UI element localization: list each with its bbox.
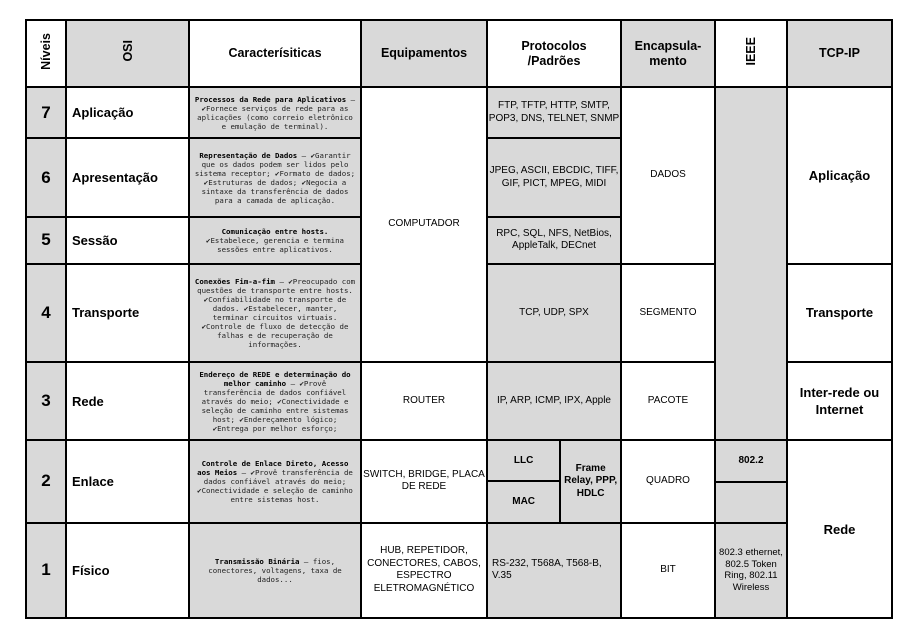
ieee-upper-empty [715,87,787,440]
tcpip-internet: Inter-rede ou Internet [787,362,892,440]
osi-layer-name: Sessão [66,217,189,264]
level-number: 5 [26,217,66,264]
equipment-computador: COMPUTADOR [361,87,487,362]
header-equipamentos: Equipamentos [361,20,487,87]
layer-characteristics: Endereço de REDE e determinação do melhor caminho – ✔Provê transferência de dados confiável através do meio; ✔Conectividade e seleção de caminho entre sistemas host; ✔Endereçamento lógico; ✔Entrega por melhor esforço; [189,362,361,440]
protocols-cell: TCP, UDP, SPX [487,264,621,362]
ieee-802-2: 802.2 [716,441,786,483]
osi-layer-name: Apresentação [66,138,189,216]
header-tcpip: TCP-IP [787,20,892,87]
layer-characteristics: Transmissão Binária – fios, conectores, voltagens, taxa de dados... [189,523,361,618]
level-number: 6 [26,138,66,216]
header-encapsulamento: Encapsula- mento [621,20,715,87]
header-caracteristicas: Caracterísiticas [189,20,361,87]
equipment-switch: SWITCH, BRIDGE, PLACA DE REDE [361,440,487,522]
osi-comparison-table [25,19,893,619]
protocols-cell: JPEG, ASCII, EBCDIC, TIFF, GIF, PICT, MPEG, MIDI [487,138,621,216]
encapsulation-dados: DADOS [621,87,715,264]
layer-characteristics: Conexões Fim-a-fim – ✔Preocupado com questões de transporte entre hosts. ✔Confiabilidade no transporte de dados. ✔Estabelecer, manter, terminar circuitos virtuais. ✔Controle de fluxo de detecção de falhas e de recuperação de informações. [189,264,361,362]
tcpip-transporte: Transporte [787,264,892,362]
equipment-router: ROUTER [361,362,487,440]
frame-relay-cell: Frame Relay, PPP, HDLC [560,441,620,521]
level-number: 4 [26,264,66,362]
protocols-cell: RPC, SQL, NFS, NetBios, AppleTalk, DECnet [487,217,621,264]
equipment-hub: HUB, REPETIDOR, CONECTORES, CABOS, ESPECTRO ELETROMAGNÉTICO [361,523,487,618]
level-number: 2 [26,440,66,522]
tcpip-aplicacao: Aplicação [787,87,892,264]
layer-characteristics: Controle de Enlace Direto, Acesso aos Meios – ✔Provê transferência de dados confiável através do meio; ✔Conectividade e seleção de caminho entre sistemas host. [189,440,361,522]
osi-layer-name: Rede [66,362,189,440]
ieee-enlace [715,440,787,522]
protocols-cell: RS-232, T568A, T568-B, V.35 [487,523,621,618]
level-number: 1 [26,523,66,618]
llc-cell: LLC [488,441,560,481]
osi-layer-name: Físico [66,523,189,618]
protocols-cell: IP, ARP, ICMP, IPX, Apple [487,362,621,440]
osi-layer-name: Enlace [66,440,189,522]
protocols-cell: FTP, TFTP, HTTP, SMTP, POP3, DNS, TELNET, SNMP [487,87,621,138]
osi-layer-name: Aplicação [66,87,189,138]
tcpip-rede: Rede [787,440,892,618]
level-number: 3 [26,362,66,440]
header-niveis: Níveis [26,20,66,87]
layer-characteristics: Processos da Rede para Aplicativos – ✔Fornece serviços de rede para as aplicações (como correio eletrônico e emulação de terminal). [189,87,361,138]
mac-cell: MAC [488,481,560,521]
header-ieee: IEEE [715,20,787,87]
encapsulation-segmento: SEGMENTO [621,264,715,362]
osi-layer-name: Transporte [66,264,189,362]
layer-characteristics: Representação de Dados – ✔Garantir que os dados podem ser lidos pelo sistema receptor; ✔Formato de dados; ✔Estruturas de dados; ✔Negocia a sintaxe da transferência de dados para a camada de aplicação. [189,138,361,216]
level-number: 7 [26,87,66,138]
encapsulation-quadro: QUADRO [621,440,715,522]
header-protocolos: Protocolos /Padrões [487,20,621,87]
header-osi: OSI [66,20,189,87]
ieee-802-3: 802.3 ethernet, 802.5 Token Ring, 802.11 Wireless [715,523,787,618]
encapsulation-pacote: PACOTE [621,362,715,440]
encapsulation-bit: BIT [621,523,715,618]
layer-characteristics: Comunicação entre hosts. ✔Estabelece, gerencia e termina sessões entre aplicativos. [189,217,361,264]
enlace-protocols [487,440,621,522]
